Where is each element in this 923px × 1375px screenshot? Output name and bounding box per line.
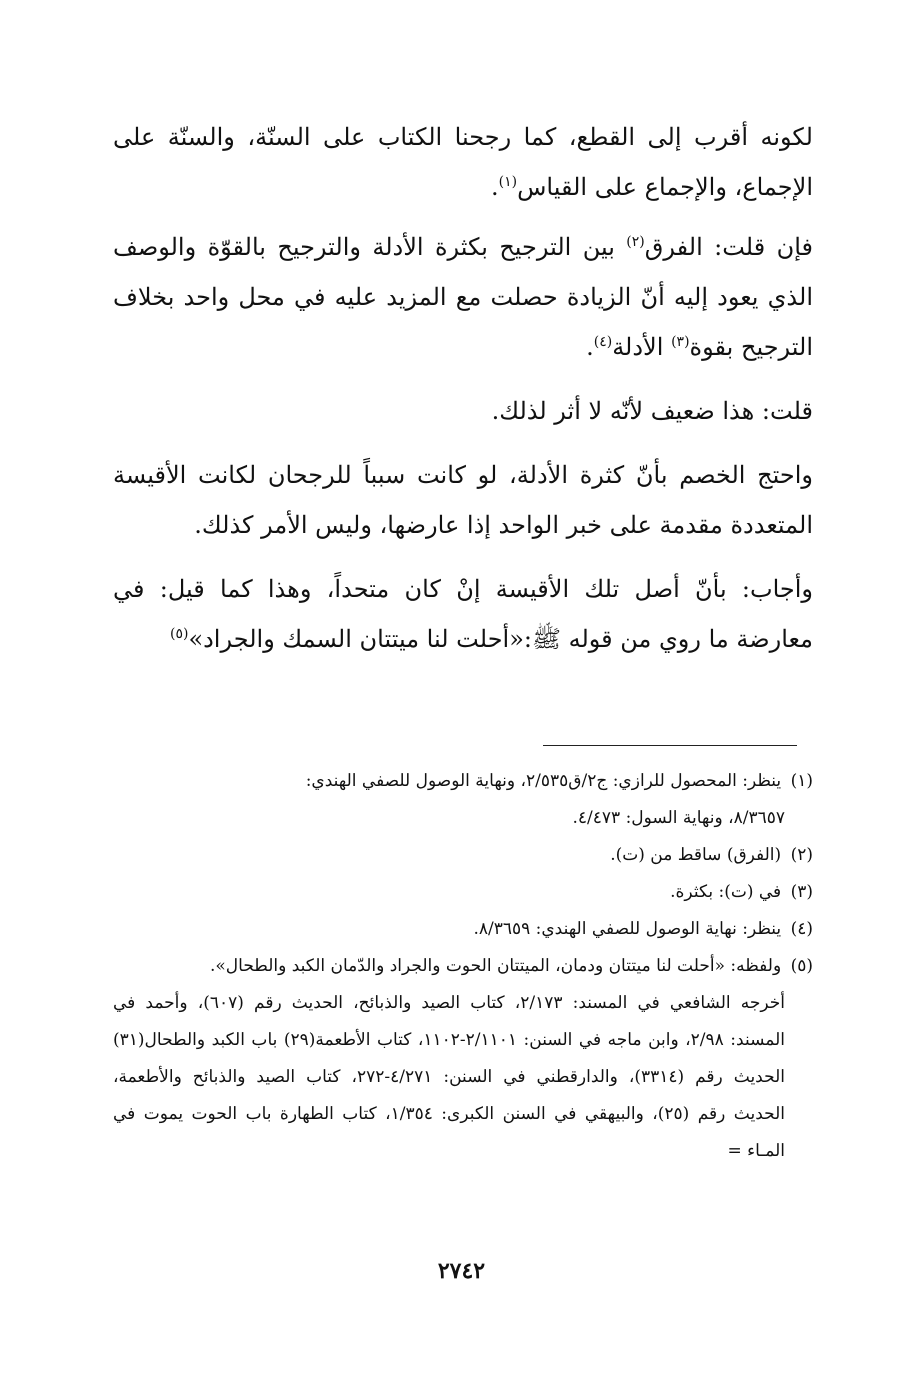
- footnotes: [113, 763, 813, 1170]
- paragraph-1-text: لكونه أقرب إلى القطع، كما رجحنا الكتاب على السنّة، والسنّة على الإجماع، والإجماع على القياس: [113, 123, 813, 201]
- footnote-3: [113, 874, 813, 911]
- paragraph-2-text-b: بين الترجيح بكثرة الأدلة والترجيح بالقوّة والوصف الذي يعود إليه أنّ الزيادة حصلت مع المزيد عليه في محل واحد بخلاف الترجيح بقوة: [113, 233, 813, 361]
- footnote-5: [113, 948, 813, 1170]
- paragraph-3: قلت: هذا ضعيف لأنّه لا أثر لذلك.: [491, 397, 813, 425]
- paragraph-2-text-a: فإن قلت: الفرق: [644, 233, 813, 261]
- main-text: [113, 112, 813, 678]
- footnote-ref-3: (٣): [671, 334, 690, 350]
- paragraph-4: واحتج الخصم بأنّ كثرة الأدلة، لو كانت سبباً للرجحان لكانت الأقيسة المتعددة مقدمة على خبر الواحد إذا عارضها، وليس الأمر كذلك.: [113, 461, 813, 539]
- page-number: ٢٧٤٢: [437, 1258, 486, 1284]
- footnote-text: ينظر: نهاية الوصول للصفي الهندي: ٨/٣٦٥٩.: [473, 919, 782, 939]
- footnote-separator: [543, 745, 797, 746]
- paragraph-2-end: .: [586, 333, 594, 361]
- footnote-number: (٤): [790, 919, 813, 939]
- footnote-ref-5: (٥): [169, 626, 189, 642]
- footnote-text: في (ت): بكثرة.: [670, 882, 782, 902]
- footnote-4: [113, 911, 813, 948]
- paragraph-5: [113, 564, 813, 664]
- footnote-text: ولفظه: «أحلت لنا ميتتان ودمان، الميتتان الحوت والجراد والدّمان الكبد والطحال».: [209, 956, 782, 976]
- paragraph-2: [113, 222, 813, 372]
- footnote-number: (٢): [790, 845, 813, 865]
- footnote-number: (٣): [790, 882, 813, 902]
- footnote-ref-1: (١): [498, 174, 518, 190]
- paragraph-5-text: وأجاب: بأنّ أصل تلك الأقيسة إنْ كان متحداً، وهذا كما قيل: في معارضة ما روي من قوله ﷺ:«أحلت لنا ميتتان السمك والجراد»: [113, 575, 813, 653]
- paragraph-1: [113, 112, 813, 212]
- footnote-1: [113, 763, 813, 837]
- footnote-text-continued: ٨/٣٦٥٧، ونهاية السول: ٤/٤٧٣.: [572, 808, 785, 828]
- footnote-ref-4: (٤): [593, 334, 613, 350]
- footnote-2: [113, 837, 813, 874]
- paragraph-2-text-c: الأدلة: [612, 333, 664, 361]
- footnote-number: (٥): [790, 956, 813, 976]
- paragraph-1-end: .: [491, 173, 499, 201]
- footnote-number: (١): [790, 771, 813, 791]
- footnote-text: ينظر: المحصول للرازي: ج٢/ق٢/٥٣٥، ونهاية الوصول للصفي الهندي:: [305, 771, 782, 791]
- footnote-text-continued: أخرجه الشافعي في المسند: ٢/١٧٣، كتاب الصيد والذبائح، الحديث رقم (٦٠٧)، وأحمد في المسند: ٢/٩٨، وابن ماجه في السنن: ٢/١١٠١-١١٠٢، كتاب الأطعمة(٢٩) باب الكبد والطحال(٣١) الحديث رقم (٣٣١٤)، والدارقطني في السنن: ٤/٢٧١-٢٧٢، كتاب الصيد والذبائح والأطعمة، الحديث رقم (٢٥)، والبيهقي في السنن الكبرى: ١/٣٥٤، كتاب الطهارة باب الحوت يموت في المـاء =: [113, 993, 785, 1161]
- footnote-ref-2: (٢): [626, 234, 645, 250]
- footnote-text: (الفرق) ساقط من (ت).: [610, 845, 782, 865]
